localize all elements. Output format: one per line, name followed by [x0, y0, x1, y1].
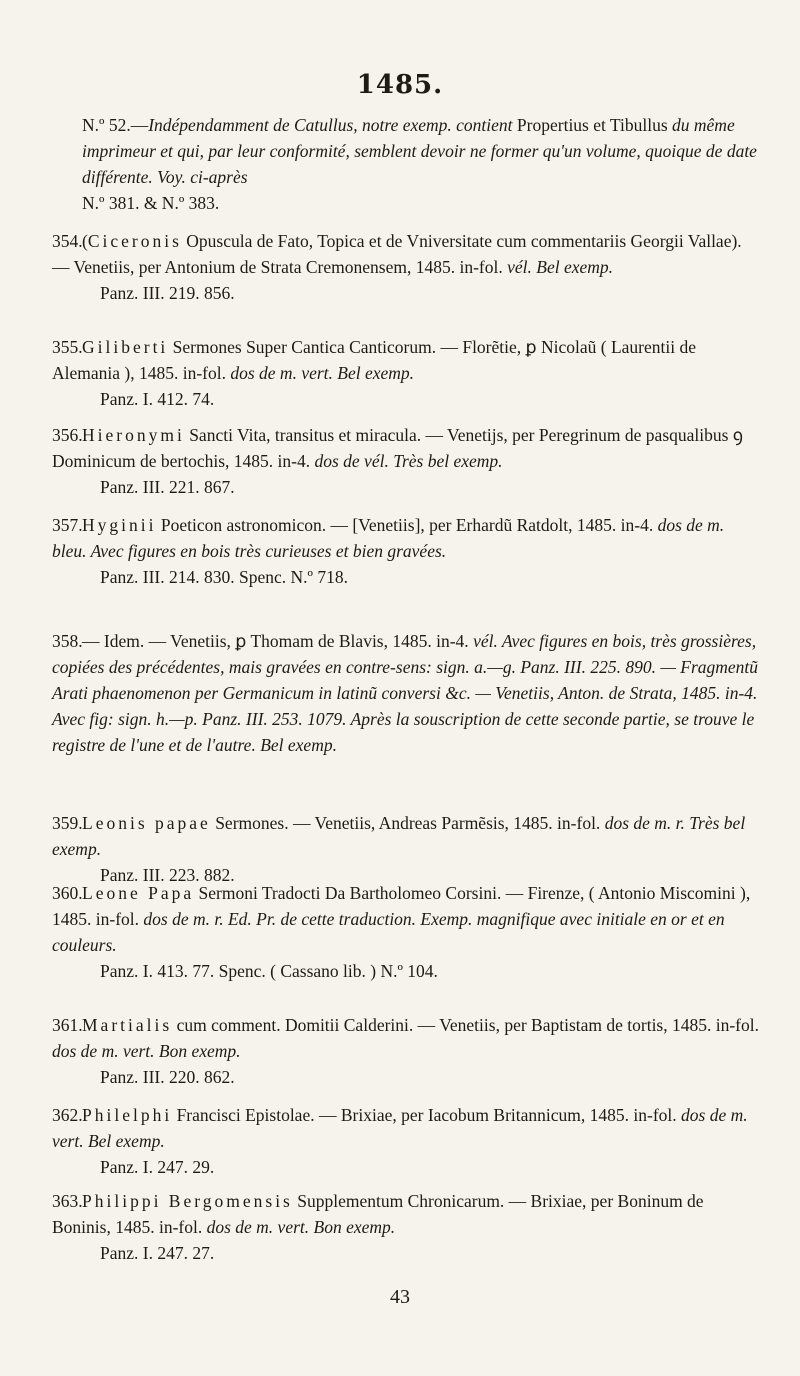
entry-text: Sermones. — Venetiis, Andreas Parmẽsis, 1485. in-fol. [215, 813, 601, 833]
note-paragraph [82, 112, 762, 216]
folio-signature: 43 [390, 1286, 410, 1308]
entry-refs: Panz. III. 219. 856. [100, 283, 235, 303]
entry-binding: dos de m. vert. Bel exemp. [52, 1105, 748, 1151]
note-plain: Propertius et Tibullus [516, 115, 668, 135]
entry-text: Opuscula de Fato, Topica et de Vniversitate cum commentariis Georgii Vallae). — Venetiis, per Antonium de Strata Cremonensem, 1485. in-fol. [52, 231, 742, 277]
entry-refs: Panz. III. 214. 830. Spenc. N.º 718. [100, 567, 348, 587]
entry-text: Supplementum Chronicarum. — Brixiae, per Boninum de Boninis, 1485. in-fol. [52, 1191, 704, 1237]
entry-author: Philippi Bergomensis [82, 1191, 293, 1211]
entry-refs: Panz. I. 247. 27. [100, 1243, 215, 1263]
entry-refs: Panz. III. 221. 867. [100, 477, 235, 497]
entry-text: Sermones Super Cantica Canticorum. — Florẽtie, ꝑ Nicolaũ ( Laurentii de Alemania ), 1485. in-fol. [52, 337, 697, 383]
entry-binding: dos de m. vert. Bon exemp. [206, 1217, 396, 1237]
entry-number: 356. [52, 425, 83, 445]
entry-refs: Panz. III. 223. 882. [100, 865, 235, 885]
entry-number: 359. [52, 813, 83, 833]
entry-357 [52, 512, 762, 590]
entry-binding: dos de m. vert. Bon exemp. [52, 1041, 241, 1061]
entry-refs: Panz. I. 413. 77. Spenc. ( Cassano lib. ) N.º 104. [100, 961, 438, 981]
entry-author: Leone Papa [82, 883, 195, 903]
note-refs: N.º 381. & N.º 383. [82, 193, 220, 213]
entry-number: 361. [52, 1015, 83, 1035]
entry-363 [52, 1188, 762, 1266]
entry-number: 358. [52, 631, 83, 651]
entry-refs: Panz. I. 412. 74. [100, 389, 215, 409]
note-label: N.º 52.— [82, 115, 149, 135]
entry-binding: vél. Avec figures en bois, très grossières, copiées des précédentes, mais gravées en contre-sens: sign. a.—g. Panz. III. 225. 890. — Fragmentũ Arati phaenomenon per Germanicum in latinũ conversi &c. — Venetiis, Anton. de Strata, 1485. in-4. Avec fig: sign. h.—p. Panz. III. 253. 1079. Après la souscription de cette seconde partie, se trouve le registre de l'une et de l'autre. Bel exemp. [52, 631, 759, 755]
entry-author: Hyginii [82, 515, 157, 535]
entry-text: Francisci Epistolae. — Brixiae, per Iacobum Britannicum, 1485. in-fol. [176, 1105, 677, 1125]
entry-number: 360. [52, 883, 83, 903]
entry-number: 355. [52, 337, 83, 357]
entry-358 [52, 628, 762, 758]
entry-author: Ciceronis [87, 231, 182, 251]
entry-author: Hieronymi [82, 425, 185, 445]
entry-binding: dos de m. bleu. Avec figures en bois très curieuses et bien gravées. [52, 515, 725, 561]
entry-binding: vél. Bel exemp. [507, 257, 614, 277]
entry-refs: Panz. I. 247. 29. [100, 1157, 215, 1177]
entry-binding: dos de m. r. Très bel exemp. [52, 813, 746, 859]
entry-number: 354. [52, 231, 83, 251]
note-italic-b: du même imprimeur et qui, par leur conformité, semblent devoir ne former qu'un volume, quoique de date différente. Voy. ci-après [82, 115, 757, 187]
page-header-year: 1485. [356, 70, 444, 100]
entry-text: Sermoni Tradocti Da Bartholomeo Corsini. — Firenze, ( Antonio Miscomini ), 1485. in-fol. [52, 883, 751, 929]
entry-author: Martialis [82, 1015, 173, 1035]
entry-360 [52, 880, 762, 984]
entry-text: Sancti Vita, transitus et miracula. — Venetijs, per Peregrinum de pasqualibus ꝯ Dominicum de bertochis, 1485. in-4. [52, 425, 744, 471]
entry-text: cum comment. Domitii Calderini. — Venetiis, per Baptistam de tortis, 1485. in-fol. [176, 1015, 760, 1035]
entry-binding: dos de vél. Très bel exemp. [314, 451, 503, 471]
entry-number: 362. [52, 1105, 83, 1125]
note-italic-a: Indépendamment de Catullus, notre exemp. contient [148, 115, 513, 135]
entry-362 [52, 1102, 762, 1180]
entry-354: 354.(Ciceronis Opuscula de Fato, Topica et de Vniversitate cum commentariis Georgii Vallae). — Venetiis, per Antonium de Strata Cremonensem, 1485. in-fol. vél. Bel exemp. Panz. III. 219. 856. [52, 228, 762, 306]
entry-author: Leonis papae [82, 813, 211, 833]
entry-text: — Idem. — Venetiis, ꝑ Thomam de Blavis, 1485. in-4. [82, 631, 469, 651]
entry-binding: dos de m. vert. Bel exemp. [230, 363, 415, 383]
entry-refs: Panz. III. 220. 862. [100, 1067, 235, 1087]
entry-361 [52, 1012, 762, 1090]
entry-author: Giliberti [82, 337, 169, 357]
entry-number: 363. [52, 1191, 83, 1211]
entry-author: Philelphi [82, 1105, 173, 1125]
entry-text: Poeticon astronomicon. — [Venetiis], per Erhardũ Ratdolt, 1485. in-4. [160, 515, 654, 535]
entry-binding: dos de m. r. Ed. Pr. de cette traduction. Exemp. magnifique avec initiale en or et en couleurs. [52, 909, 725, 955]
entry-359 [52, 810, 762, 888]
entry-number: 357. [52, 515, 83, 535]
entry-355 [52, 334, 762, 412]
entry-356 [52, 422, 762, 500]
